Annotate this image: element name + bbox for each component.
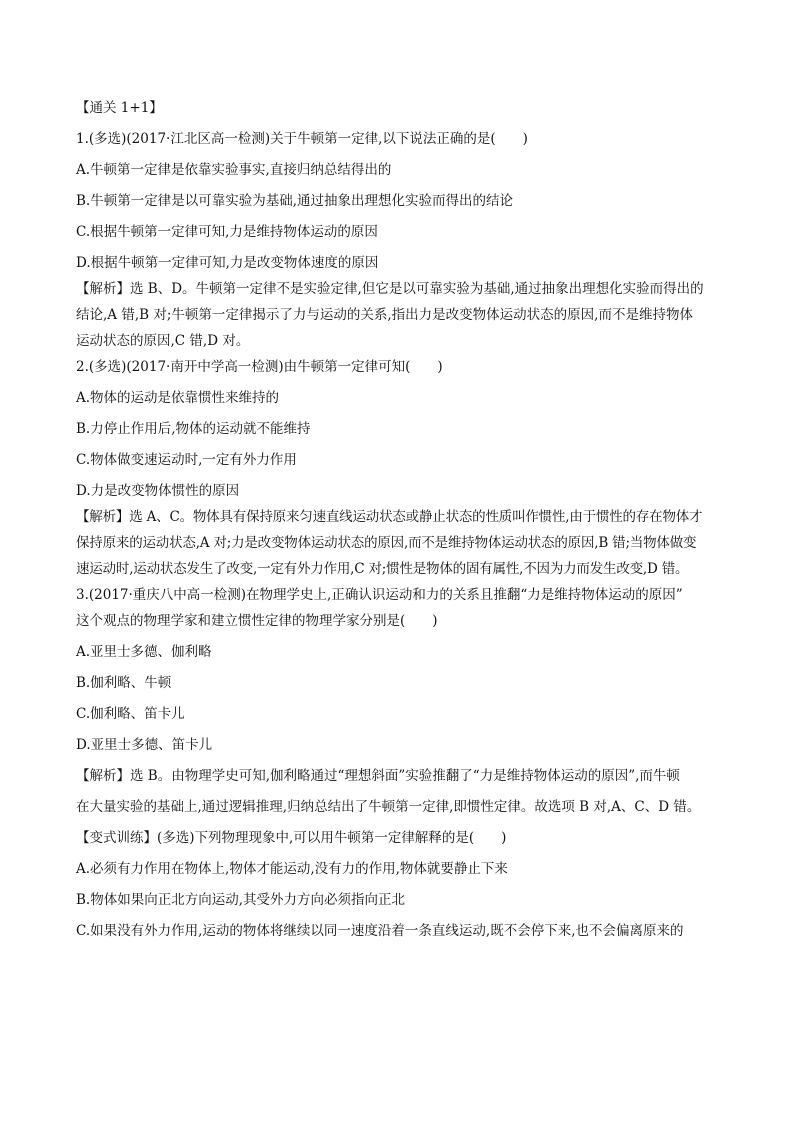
q2-analysis-line-3: 速运动时,运动状态发生了改变,一定有外力作用,C 对;惯性是物体的固有属性,不因为力而发生改变,D 错。 (76, 561, 689, 577)
q2-analysis-line-1: 【解析】选 A、C。物体具有保持原来匀速直线运动状态或静止状态的性质叫作惯性,由于惯性的存在物体才 (76, 509, 703, 525)
q3-stem-line-1: 3.(2017·重庆八中高一检测)在物理学史上,正确认识运动和力的关系且推翻“力是维持物体运动的原因” (76, 587, 683, 603)
variant-stem: 【变式训练】(多选)下列物理现象中,可以用牛顿第一定律解释的是( ) (76, 830, 507, 846)
variant-option-a: A.必须有力作用在物体上,物体才能运动,没有力的作用,物体就要静止下来 (76, 861, 508, 877)
q3-stem-line-2: 这个观点的物理学家和建立惯性定律的物理学家分别是( ) (76, 613, 438, 629)
q1-analysis-line-2: 结论,A 错,B 对;牛顿第一定律揭示了力与运动的关系,指出力是改变物体运动状态的原因,而不是维持物体 (76, 307, 693, 323)
variant-option-c: C.如果没有外力作用,运动的物体将继续以同一速度沿着一条直线运动,既不会停下来,也不会偏离原来的 (76, 923, 684, 939)
q1-option-c: C.根据牛顿第一定律可知,力是维持物体运动的原因 (76, 224, 378, 240)
q3-option-d: D.亚里士多德、笛卡儿 (76, 737, 213, 753)
q2-option-a: A.物体的运动是依靠惯性来维持的 (76, 390, 280, 406)
q1-analysis-line-3: 运动状态的原因,C 错,D 对。 (76, 333, 250, 349)
q3-option-b: B.伽利略、牛顿 (76, 675, 172, 691)
q2-analysis-line-2: 保持原来的运动状态,A 对;力是改变物体运动状态的原因,而不是维持物体运动状态的原因,B 错;当物体做变 (76, 535, 697, 551)
q2-option-c: C.物体做变速运动时,一定有外力作用 (76, 452, 297, 468)
q2-option-b: B.力停止作用后,物体的运动就不能维持 (76, 421, 311, 437)
q3-option-c: C.伽利略、笛卡儿 (76, 706, 185, 722)
q1-analysis-line-1: 【解析】选 B、D。牛顿第一定律不是实验定律,但它是以可靠实验为基础,通过抽象出理想化实验而得出的 (76, 281, 704, 297)
variant-option-b: B.物体如果向正北方向运动,其受外力方向必须指向正北 (76, 892, 406, 908)
q1-stem: 1.(多选)(2017·江北区高一检测)关于牛顿第一定律,以下说法正确的是( ) (76, 131, 528, 147)
document-page (76, 98, 726, 941)
section-title: 【通关 1+1】 (76, 100, 163, 116)
q3-analysis-line-1: 【解析】选 B。由物理学史可知,伽利略通过“理想斜面”实验推翻了“力是维持物体运动的原因”,而牛顿 (76, 768, 680, 784)
q1-option-d: D.根据牛顿第一定律可知,力是改变物体速度的原因 (76, 255, 379, 271)
q1-option-b: B.牛顿第一定律是以可靠实验为基础,通过抽象出理想化实验而得出的结论 (76, 193, 514, 209)
q2-stem: 2.(多选)(2017·南开中学高一检测)由牛顿第一定律可知( ) (76, 359, 443, 375)
q3-analysis-line-2: 在大量实验的基础上,通过逻辑推理,归纳总结出了牛顿第一定律,即惯性定律。故选项 B 对,A、C、D 错。 (76, 799, 701, 815)
q3-option-a: A.亚里士多德、伽利略 (76, 644, 212, 660)
q1-option-a: A.牛顿第一定律是依靠实验事实,直接归纳总结得出的 (76, 162, 392, 178)
q2-option-d: D.力是改变物体惯性的原因 (76, 483, 240, 499)
